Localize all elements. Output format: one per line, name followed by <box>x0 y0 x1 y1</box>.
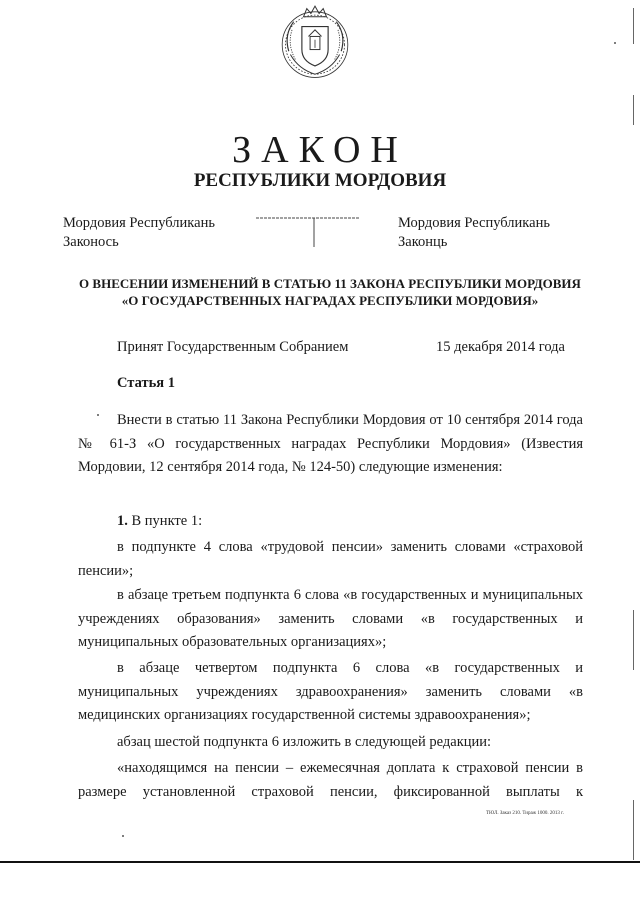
scan-speck <box>97 414 99 416</box>
change-paragraph-4: абзац шестой подпункта 6 изложить в следующей редакции: <box>117 734 492 750</box>
law-title: ЗАКОН <box>232 129 408 171</box>
scan-edge-line <box>633 8 634 44</box>
coat-of-arms-emblem <box>274 2 356 84</box>
document-heading-line1: О ВНЕСЕНИИ ИЗМЕНЕНИЙ В СТАТЬЮ 11 ЗАКОНА РЕСПУБЛИКИ МОРДОВИЯ <box>79 276 581 291</box>
moksha-title-block <box>398 214 550 252</box>
change-paragraph-5: «находящимся на пенсии – ежемесячная доплата к страховой пенсии в размере установленной страховой пенсии, фиксированной выплаты к <box>78 760 583 800</box>
item-number: 1. <box>117 513 128 529</box>
adoption-date: 15 декабря 2014 года <box>436 339 565 355</box>
article-intro-paragraph: Внести в статью 11 Закона Республики Мордовия от 10 сентября 2014 года № 61-З «О государственных наградах Республики Мордовия» (Известия Мордовии, 12 сентября 2014 года, № 124-50) следующие изменения: <box>78 412 583 475</box>
erzya-title-line1: Мордовия Республикань <box>63 215 215 231</box>
moksha-title-line2: Законць <box>398 234 448 250</box>
scan-edge-line <box>633 610 634 670</box>
article-title: Статья 1 <box>117 375 175 391</box>
document-heading <box>60 275 600 309</box>
item-heading <box>78 510 583 534</box>
header-divider-mark <box>256 214 360 248</box>
document-heading-line2: «О ГОСУДАРСТВЕННЫХ НАГРАДАХ РЕСПУБЛИКИ МОРДОВИЯ» <box>121 293 539 308</box>
scan-edge-line <box>633 95 634 125</box>
moksha-title-line1: Мордовия Республикань <box>398 215 550 231</box>
change-paragraph-3: в абзаце четвертом подпункта 6 слова «в государственных и муниципальных учреждениях здравоохранения» заменить словами «в медицинских организациях государственной системы здравоохранения»; <box>78 660 583 723</box>
scan-edge-line <box>633 800 634 860</box>
print-run-note: ТЮЛ. Заказ 210. Тираж 1000. 2013 г. <box>486 811 564 816</box>
adoption-label: Принят Государственным Собранием <box>117 339 349 355</box>
erzya-title-line2: Законось <box>63 234 119 250</box>
scan-speck <box>122 835 124 837</box>
scan-speck <box>614 42 616 44</box>
page-bottom-rule <box>0 861 640 863</box>
erzya-title-block <box>63 214 215 252</box>
law-subtitle: РЕСПУБЛИКИ МОРДОВИЯ <box>193 170 447 191</box>
item-heading-text: В пункте 1: <box>127 513 203 529</box>
change-paragraph-1: в подпункте 4 слова «трудовой пенсии» заменить словами «страховой пенсии»; <box>78 539 583 579</box>
change-paragraph-2: в абзаце третьем подпункта 6 слова «в государственных и муниципальных учреждениях образования» заменить словами «в государственных и муниципальных образовательных организациях»; <box>78 587 583 650</box>
